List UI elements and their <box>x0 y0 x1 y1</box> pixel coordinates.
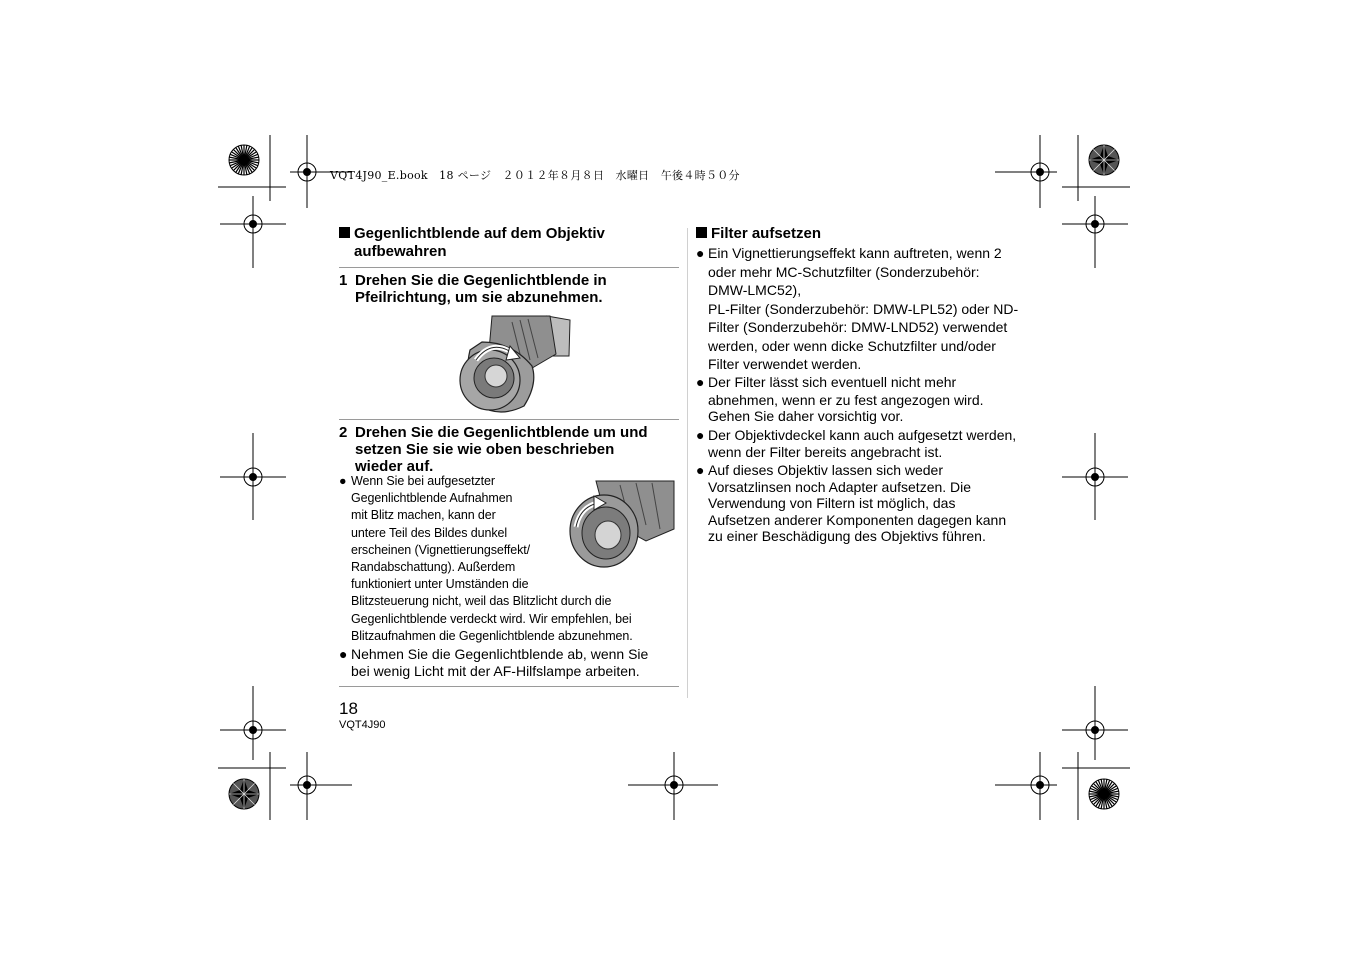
step-1: 1 Drehen Sie die Gegenlichtblende in Pfeilrichtung, um sie abzunehmen. <box>339 272 607 306</box>
section-title-lens-hood: Gegenlichtblende auf dem Objektiv aufbewahren <box>339 225 679 261</box>
print-header: VQT4J90_E.book 18 ページ ２０１２年８月８日 水曜日 午後４時５０分 <box>330 169 740 182</box>
section-rule <box>339 267 679 268</box>
right-bullet-3: ● Der Objektivdeckel kann auch aufgesetzt werden, wenn der Filter bereits angebracht ist. <box>696 427 1017 460</box>
left-bullet-2: ● Nehmen Sie die Gegenlichtblende ab, wenn Sie bei wenig Licht mit der AF-Hilfslampe arbeiten. <box>339 646 649 679</box>
page-number: 18 <box>339 699 358 718</box>
bullet-dot: ● <box>339 474 347 488</box>
step-2: 2 Drehen Sie die Gegenlichtblende um und setzen Sie sie wie oben beschrieben wieder auf. <box>339 424 648 475</box>
lens-hood-remove-illustration <box>452 314 572 414</box>
step-number: 1 <box>339 272 348 289</box>
right-bullet-4: ● Auf dieses Objektiv lassen sich weder Vorsatzlinsen noch Adapter aufsetzen. Die Verwendung von Filtern ist möglich, das Aufsetzen anderer Komponenten dagegen kann zu einer Beschädigung des Objektivs führen. <box>696 462 1007 544</box>
section-rule <box>339 419 679 420</box>
bullet-dot: ● <box>696 462 705 478</box>
bullet-dot: ● <box>696 245 705 261</box>
bullet-dot: ● <box>339 646 348 662</box>
model-code: VQT4J90 <box>339 719 386 731</box>
step-number: 2 <box>339 424 348 441</box>
left-bullet-1: ● Wenn Sie bei aufgesetzter Gegenlichtblende Aufnahmen mit Blitz machen, kann der untere Teil des Bildes dunkel erscheinen (Vignettierungseffekt/ Randabschattung). Außerdem funktioniert unter Umständen die Blitzsteuerung nicht, weil das Blitzlicht durch die Gegenlichtblende verdeckt wird. Wir empfehlen, bei Blitzaufnahmen die Gegenlichtblende abzunehmen. <box>339 474 633 643</box>
section-title-filter: Filter aufsetzen <box>696 225 1041 243</box>
right-bullet-1: ● Ein Vignettierungseffekt kann auftreten, wenn 2 oder mehr MC-Schutzfilter (Sonderzubehör: DMW-LMC52), PL-Filter (Sonderzubehör: DMW-LPL52) oder ND- Filter (Sonderzubehör: DMW-LND52) verwendet werden, oder wenn dicke Schutzfilter und/oder Filter verwendet werden. <box>696 245 1019 372</box>
column-divider <box>687 228 688 698</box>
black-square-icon <box>696 227 707 238</box>
bullet-dot: ● <box>696 427 705 443</box>
bullet-dot: ● <box>696 374 705 390</box>
section-rule <box>339 686 679 687</box>
right-bullet-2: ● Der Filter lässt sich eventuell nicht mehr abnehmen, wenn er zu fest angezogen wird. Gehen Sie daher vorsichtig vor. <box>696 374 984 424</box>
black-square-icon <box>339 227 350 238</box>
